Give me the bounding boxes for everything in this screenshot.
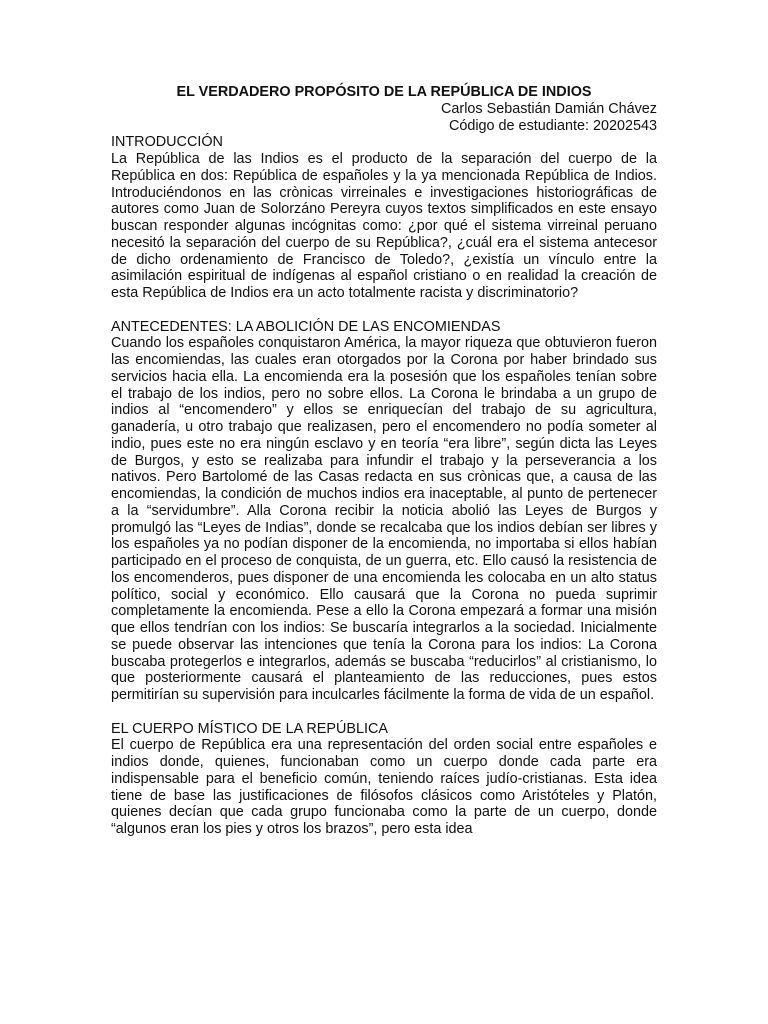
document-title: EL VERDADERO PROPÓSITO DE LA REPÚBLICA DE INDIOS — [176, 84, 592, 100]
author-name: Carlos Sebastián Damián Chávez — [441, 100, 657, 117]
section-heading: ANTECEDENTES: LA ABOLICIÓN DE LAS ENCOMIENDAS — [111, 318, 501, 335]
section-paragraph: La República de las Indios es el producto de la separación del cuerpo de la República en dos: República de españoles y la ya mencionada República de Indios. Introduciéndonos en las crònicas virreinales e investigaciones historiográficas de autores como Juan de Solorzáno Pereyra cuyos textos simplificados en este ensayo buscan responder algunas incógnitas como: ¿por qué el sistema virreinal peruano necesitó la separación del cuerpo de su República?, ¿cuál era el sistema antecesor de dicho ordenamiento de Francisco de Toledo?, ¿existía un vínculo entre la asimilación espiritual de indígenas al español cristiano o en realidad la creación de esta República de Indios era un acto totalmente racista y discriminatorio? — [111, 151, 657, 301]
paragraph-spacer — [111, 302, 657, 319]
document-page — [111, 84, 657, 838]
section-antecedentes — [111, 319, 657, 704]
student-code: Código de estudiante: 20202543 — [448, 117, 657, 134]
section-heading: EL CUERPO MÍSTICO DE LA REPÚBLICA — [111, 720, 388, 737]
paragraph-spacer — [111, 704, 657, 721]
section-paragraph: Cuando los españoles conquistaron América, la mayor riqueza que obtuvieron fueron las encomiendas, las cuales eran otorgados por la Corona por haber brindado sus servicios hacia ella. La encomienda era la posesión que los españoles tenían sobre el trabajo de los indios, pero no sobre ellos. La Corona le brindaba a un grupo de indios al “encomendero” y ellos se enriquecían del trabajo de su agricultura, ganadería, u otro trabajo que realizasen, pero el encomendero no podía someter al indio, pues este no era ningún esclavo y en teoría “era libre”, según dicta las Leyes de Burgos, y esto se realizaba para infundir el trabajo y la perseverancia a los nativos. Pero Bartolomé de las Casas redacta en sus crònicas que, a causa de las encomiendas, la condición de muchos indios era inaceptable, al punto de pertenecer a la “servidumbre”. Alla Corona recibir la noticia abolió las Leyes de Burgos y promulgó las “Leyes de Indias”, donde se recalcaba que los indios debían ser libres y los españoles ya no podían disponer de la encomienda, no importaba si ellos habían participado en el proceso de conquista, de un guerra, etc. Ello causó la resistencia de los encomenderos, pues disponer de una encomienda les colocaba en un alto status político, social y económico. Ello causará que la Corona no pueda suprimir completamente la encomienda. Pese a ello la Corona empezará a formar una misión que ellos tendrían con los indios: Se buscaría integrarlos a la sociedad. Inicialmente se puede observar las intenciones que tenía la Corona para los indios: La Corona buscaba protegerlos e integrarlos, además se buscaba “reducirlos” al cristianismo, lo que posteriormente causará el planteamiento de las reducciones, pues estos permitirían su supervisión para inculcarles fácilmente la forma de vida de un español. — [111, 335, 657, 703]
section-introduccion — [111, 134, 657, 302]
section-heading: INTRODUCCIÓN — [111, 134, 223, 151]
section-cuerpo-mistico — [111, 721, 657, 838]
section-paragraph: El cuerpo de República era una representación del orden social entre españoles e indios donde, quienes, funcionaban como un cuerpo donde cada parte era indispensable para el beneficio común, teniendo raíces judío-cristianas. Esta idea tiene de base las justificaciones de filósofos clásicos como Aristóteles y Platón, quienes decían que cada grupo funcionaba como la parte de un cuerpo, donde “algunos eran los pies y otros los brazos”, pero esta idea — [111, 737, 657, 837]
